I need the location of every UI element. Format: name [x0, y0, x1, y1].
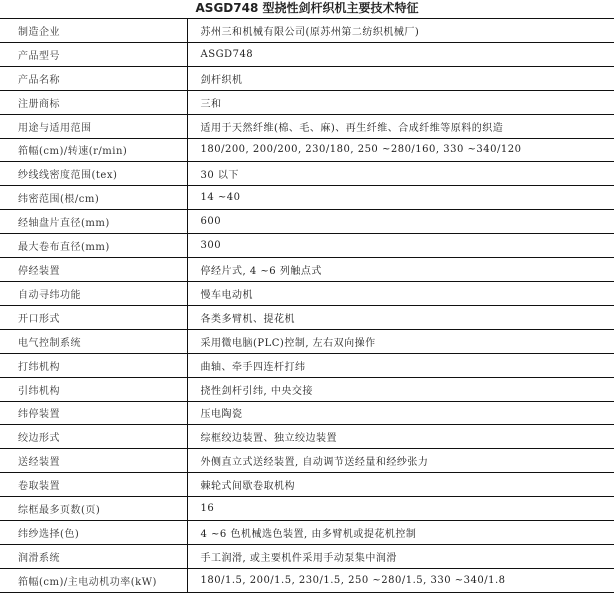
- spec-label: 用途与适用范围: [0, 114, 187, 138]
- table-row: [0, 568, 614, 592]
- spec-label: 产品型号: [0, 42, 187, 66]
- spec-value: 棘轮式间歇卷取机构: [187, 473, 614, 497]
- table-row: [0, 19, 614, 43]
- spec-label: 电气控制系统: [0, 329, 187, 353]
- table-row: [0, 42, 614, 66]
- table-row: [0, 66, 614, 90]
- table-row: [0, 258, 614, 282]
- spec-label: 经轴盘片直径(mm): [0, 210, 187, 234]
- table-row: [0, 186, 614, 210]
- spec-value: 苏州三和机械有限公司(原苏州第二纺织机械厂): [187, 19, 614, 43]
- table-row: [0, 449, 614, 473]
- spec-value: 压电陶瓷: [187, 401, 614, 425]
- spec-label: 筘幅(cm)/转速(r/min): [0, 138, 187, 162]
- table-row: [0, 162, 614, 186]
- spec-value: 曲轴、牵手四连杆打纬: [187, 353, 614, 377]
- table-row: [0, 377, 614, 401]
- spec-label: 停经装置: [0, 258, 187, 282]
- spec-label: 筘幅(cm)/主电动机功率(kW): [0, 568, 187, 592]
- table-row: [0, 210, 614, 234]
- spec-label: 引纬机构: [0, 377, 187, 401]
- spec-value: 14 ~40: [187, 186, 614, 210]
- table-row: [0, 305, 614, 329]
- spec-label: 注册商标: [0, 90, 187, 114]
- table-row: [0, 329, 614, 353]
- spec-value: 三和: [187, 90, 614, 114]
- spec-label: 纬纱选择(色): [0, 521, 187, 545]
- table-row: [0, 401, 614, 425]
- spec-label: 产品名称: [0, 66, 187, 90]
- table-row: [0, 497, 614, 521]
- spec-value: 300: [187, 234, 614, 258]
- spec-label: 纬密范围(根/cm): [0, 186, 187, 210]
- spec-label: 自动寻纬功能: [0, 281, 187, 305]
- spec-label: 制造企业: [0, 19, 187, 43]
- spec-table: [0, 18, 614, 593]
- table-row: [0, 473, 614, 497]
- spec-value: 180/200, 200/200, 230/180, 250 ~280/160, 330 ~340/120: [187, 138, 614, 162]
- table-row: [0, 521, 614, 545]
- table-row: [0, 544, 614, 568]
- spec-value: 慢车电动机: [187, 281, 614, 305]
- table-row: [0, 138, 614, 162]
- spec-value: 各类多臂机、提花机: [187, 305, 614, 329]
- spec-value: 停经片式, 4 ~6 列触点式: [187, 258, 614, 282]
- table-title: ASGD748 型挠性剑杆织机主要技术特征: [195, 1, 419, 15]
- spec-value: 4 ~6 色机械选色装置, 由多臂机或提花机控制: [187, 521, 614, 545]
- spec-label: 纱线线密度范围(tex): [0, 162, 187, 186]
- table-row: [0, 353, 614, 377]
- spec-value: 剑杆织机: [187, 66, 614, 90]
- spec-label: 纬停装置: [0, 401, 187, 425]
- spec-label: 润滑系统: [0, 544, 187, 568]
- spec-label: 打纬机构: [0, 353, 187, 377]
- table-row: [0, 425, 614, 449]
- table-row: [0, 114, 614, 138]
- spec-label: 综框最多页数(页): [0, 497, 187, 521]
- spec-value: ASGD748: [187, 42, 614, 66]
- spec-value: 180/1.5, 200/1.5, 230/1.5, 250 ~280/1.5, 330 ~340/1.8: [187, 568, 614, 592]
- spec-value: 600: [187, 210, 614, 234]
- spec-label: 开口形式: [0, 305, 187, 329]
- spec-value: 适用于天然纤维(棉、毛、麻)、再生纤维、合成纤维等原料的织造: [187, 114, 614, 138]
- spec-label: 卷取装置: [0, 473, 187, 497]
- spec-label: 送经装置: [0, 449, 187, 473]
- table-row: [0, 90, 614, 114]
- spec-value: 手工润滑, 或主要机件采用手动泵集中润滑: [187, 544, 614, 568]
- spec-label: 最大卷布直径(mm): [0, 234, 187, 258]
- spec-value: 30 以下: [187, 162, 614, 186]
- table-row: [0, 234, 614, 258]
- spec-value: 采用微电脑(PLC)控制, 左右双向操作: [187, 329, 614, 353]
- spec-value: 外侧直立式送经装置, 自动调节送经量和经纱张力: [187, 449, 614, 473]
- spec-label: 绞边形式: [0, 425, 187, 449]
- table-row: [0, 281, 614, 305]
- spec-value: 挠性剑杆引纬, 中央交接: [187, 377, 614, 401]
- spec-value: 综框绞边装置、独立绞边装置: [187, 425, 614, 449]
- spec-value: 16: [187, 497, 614, 521]
